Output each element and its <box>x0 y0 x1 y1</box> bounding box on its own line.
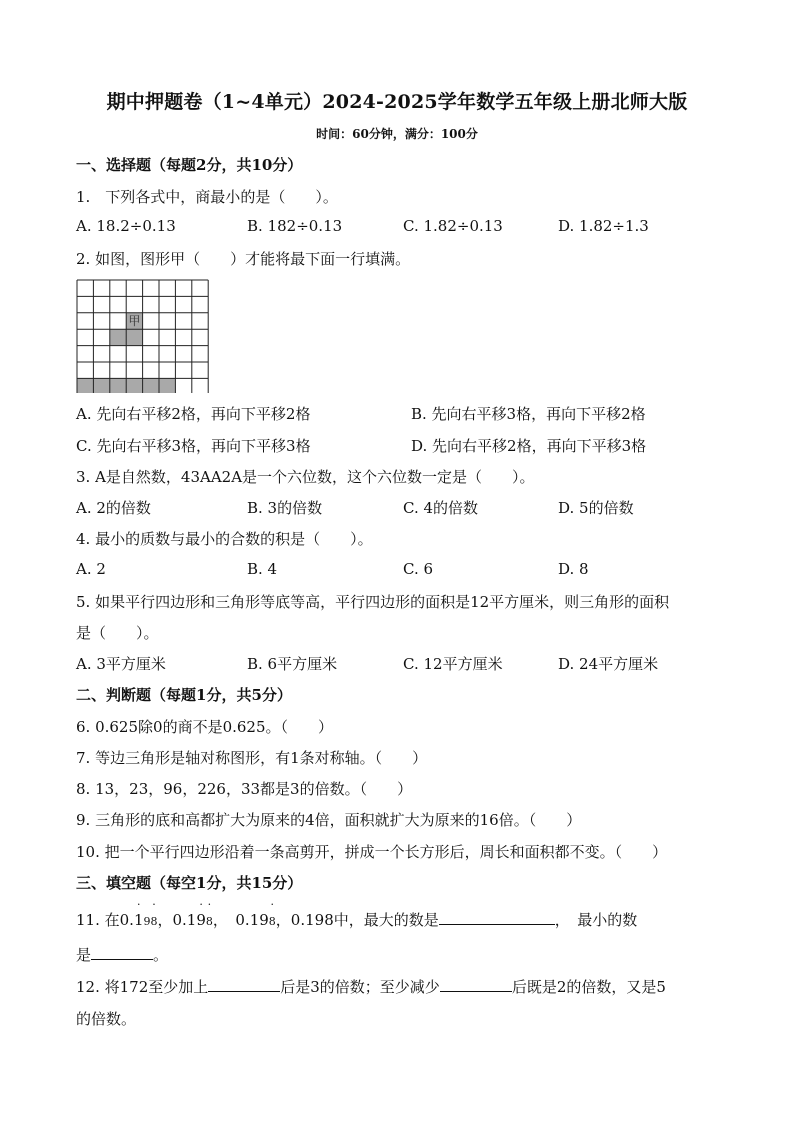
q10-statement: 10. 把一个平行四边形沿着一条高剪开，拼成一个长方形后，周长和面积都不变。（ ） <box>76 843 668 861</box>
shaded-cell <box>77 378 93 393</box>
q11-line2 <box>76 944 168 965</box>
q11-line2-start: 是 <box>76 946 92 964</box>
q12-line2: 的倍数。 <box>76 1010 137 1028</box>
section-heading-choice: 一、选择题（每题2分，共10分） <box>76 156 303 174</box>
q4-option-c: C. 6 <box>403 560 434 578</box>
q9-statement: 9. 三角形的底和高都扩大为原来的4倍，面积就扩大为原来的16倍。（ ） <box>76 811 582 829</box>
shaded-cell <box>110 329 126 345</box>
shaded-cell <box>126 329 142 345</box>
q5-stem-line2: 是（ ）。 <box>76 624 159 642</box>
q2-option-b: B. 先向右平移3格，再向下平移2格 <box>411 405 646 423</box>
repeating-digit: · 9 <box>196 898 206 929</box>
q11-text-end: ， 最小的数 <box>554 911 638 929</box>
q2-option-a: A. 先向右平移2格，再向下平移2格 <box>76 405 311 423</box>
q3-option-d: D. 5的倍数 <box>558 499 634 517</box>
repeating-digit: · 8 <box>268 898 276 928</box>
repeat-dot: · <box>199 898 203 911</box>
answer-blank-smallest[interactable] <box>91 945 153 960</box>
q11-separator: ， 0. <box>212 911 250 929</box>
exam-time-score: 时间：60分钟，满分：100分 <box>316 127 478 141</box>
q3-stem: 3. A是自然数，43AA2A是一个六位数，这个六位数一定是（ ）。 <box>76 468 535 486</box>
q5-stem-line1: 5. 如果平行四边形和三角形等底等高，平行四边形的面积是12平方厘米，则三角形的面积 <box>76 593 670 611</box>
q12-text-start: 12. 将172至少加上 <box>76 978 209 996</box>
answer-blank-subtract[interactable] <box>440 977 512 992</box>
shape-jia-label: 甲 <box>128 314 141 329</box>
q1-option-b: B. 182÷0.13 <box>247 217 343 235</box>
q5-option-d: D. 24平方厘米 <box>558 655 659 673</box>
repeat-dot: · <box>207 898 212 911</box>
repeat-dot: · <box>136 898 141 911</box>
q3-option-b: B. 3的倍数 <box>247 499 323 517</box>
q11-text-start: 11. 在0. <box>76 911 134 929</box>
repeating-digit: · 8 <box>150 898 158 928</box>
q11-line1 <box>76 898 638 930</box>
q12-text-end: 后既是2的倍数，又是5 <box>511 978 666 996</box>
section-heading-judge: 二、判断题（每题1分，共5分） <box>76 686 292 704</box>
repeating-digit: 9 <box>143 915 151 928</box>
q4-option-b: B. 4 <box>247 560 278 578</box>
q5-option-b: B. 6平方厘米 <box>247 655 338 673</box>
section-heading-fill: 三、填空题（每空1分，共15分） <box>76 874 303 892</box>
repeat-dot: · <box>152 898 156 911</box>
q1-stem: 1. 下列各式中，商最小的是（ ）。 <box>76 188 338 206</box>
digit: 19 <box>249 911 269 929</box>
answer-blank-add[interactable] <box>208 977 280 992</box>
q1-option-d: D. 1.82÷1.3 <box>558 217 649 235</box>
q3-option-c: C. 4的倍数 <box>403 499 479 517</box>
q2-option-d: D. 先向右平移2格，再向下平移3格 <box>411 437 647 455</box>
q6-statement: 6. 0.625除0的商不是0.625。（ ） <box>76 718 334 736</box>
answer-blank-largest[interactable] <box>439 910 555 925</box>
shaded-cell <box>159 378 175 393</box>
repeating-digit: · 8 <box>205 898 213 928</box>
q11-text-mid: ，0.198中，最大的数是 <box>275 911 439 929</box>
q11-line2-end: 。 <box>153 946 169 964</box>
q3-option-a: A. 2的倍数 <box>76 499 151 517</box>
q5-option-a: A. 3平方厘米 <box>76 655 166 673</box>
q4-option-a: A. 2 <box>76 560 106 578</box>
q2-option-c: C. 先向右平移3格，再向下平移3格 <box>76 437 311 455</box>
q1-option-a: A. 18.2÷0.13 <box>76 217 176 235</box>
q4-stem: 4. 最小的质数与最小的合数的积是（ ）。 <box>76 530 373 548</box>
q12-line1 <box>76 976 666 997</box>
q7-statement: 7. 等边三角形是轴对称图形，有1条对称轴。（ ） <box>76 749 428 767</box>
shaded-cell <box>143 378 159 393</box>
shaded-cell <box>110 378 126 393</box>
q2-stem: 2. 如图，图形甲（ ）才能将最下面一行填满。 <box>76 250 411 268</box>
q8-statement: 8. 13，23，96，226，33都是3的倍数。（ ） <box>76 780 413 798</box>
shaded-cell <box>93 378 109 393</box>
digit: 1 <box>186 911 197 929</box>
q5-option-c: C. 12平方厘米 <box>403 655 503 673</box>
shaded-cell <box>126 378 142 393</box>
q11-separator: ，0. <box>157 911 187 929</box>
q2-grid-figure <box>76 279 210 393</box>
repeating-digit: · 1 <box>133 898 144 929</box>
q4-option-d: D. 8 <box>558 560 589 578</box>
q12-text-mid: 后是3的倍数；至少减少 <box>280 978 440 996</box>
repeat-dot: · <box>270 898 275 911</box>
page-title: 期中押题卷（1~4单元）2024-2025学年数学五年级上册北师大版 <box>106 91 688 113</box>
q1-option-c: C. 1.82÷0.13 <box>403 217 503 235</box>
